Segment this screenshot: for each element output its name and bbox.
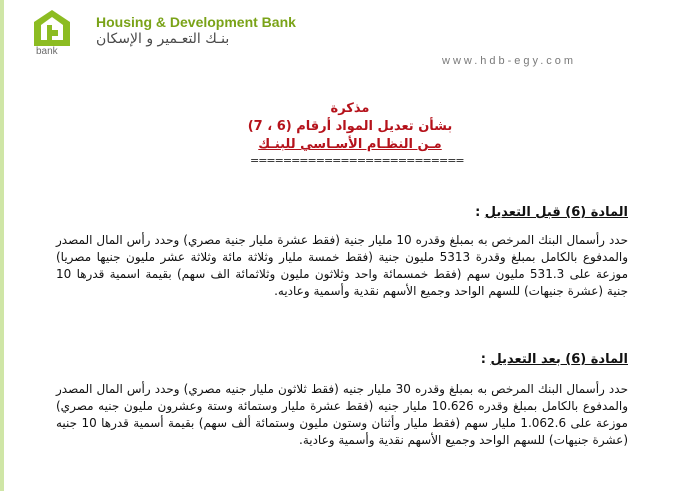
memo-subject: بشأن تعديل المواد أرقام (6 ، 7) — [247, 119, 453, 134]
section-heading-label: المادة (6) بعد التعديل — [490, 352, 628, 367]
section-heading-colon: : — [480, 352, 486, 367]
memo-title-block — [200, 100, 500, 154]
bank-logo — [32, 8, 84, 62]
section-heading-after — [481, 352, 628, 367]
bank-name-english: Housing & Development Bank — [96, 14, 296, 30]
website-url: www.hdb-egy.com — [442, 55, 577, 67]
bank-name-arabic: بنـك التعـمير و الإسكان — [96, 31, 230, 47]
memo-subject-reference: مـن النظـام الأسـاسي للبنـك — [258, 137, 442, 152]
house-logo-icon — [32, 8, 72, 48]
article-text-after: حدد رأسمال البنك المرخص به بمبلغ وقدره 30 مليار جنيه (فقط ثلاثون مليار جنيه مصري) وحدد رأس المال المصدر والمدفوع بالكامل بمبلغ وقدره 10.626 مليار جنيه (فقط عشرة مليار وستمائة وستة وعشرون مليون جنيه مصري) موزعة على 1.062.6 مليار سهم (فقط مليار وأثنان وستون مليون وستمائة ألف سهم) بقيمة أسمية قدرها 10 جنيه (عشرة جنيهات) للسهم الواحد وجميع الأسهم نقدية وأسمية وعادية. — [56, 382, 629, 447]
title-separator: ========================== — [250, 154, 464, 167]
section-heading-label: المادة (6) قبل التعديل — [484, 205, 628, 220]
section-heading-colon: : — [475, 205, 481, 220]
page-edge — [0, 0, 4, 491]
memo-title: مذكرة — [330, 101, 370, 116]
article-text-before: حدد رأسمال البنك المرخص به بمبلغ وقدره 10 مليار جنية (فقط عشرة مليار جنية مصري) وحدد رأس المال المصدر والمدفوع بالكامل بمبلغ وقدرة 5313 مليون جنية (فقط خمسة مليار وثلاثة مائة وثلاثة عشر مليون جنيها مصريا) موزعة على 531.3 مليون سهم (فقط خمسمائة واحد وثلاثون مليون وثلاثمائة الف سهم) بقيمة اسمية قدرها 10 جنية (عشرة جنيهات) للسهم الواحد وجميع الأسهم نقدية وأسمية وعاديه. — [56, 233, 628, 298]
logo-caption: bank — [36, 46, 58, 57]
section-heading-before — [475, 205, 628, 220]
